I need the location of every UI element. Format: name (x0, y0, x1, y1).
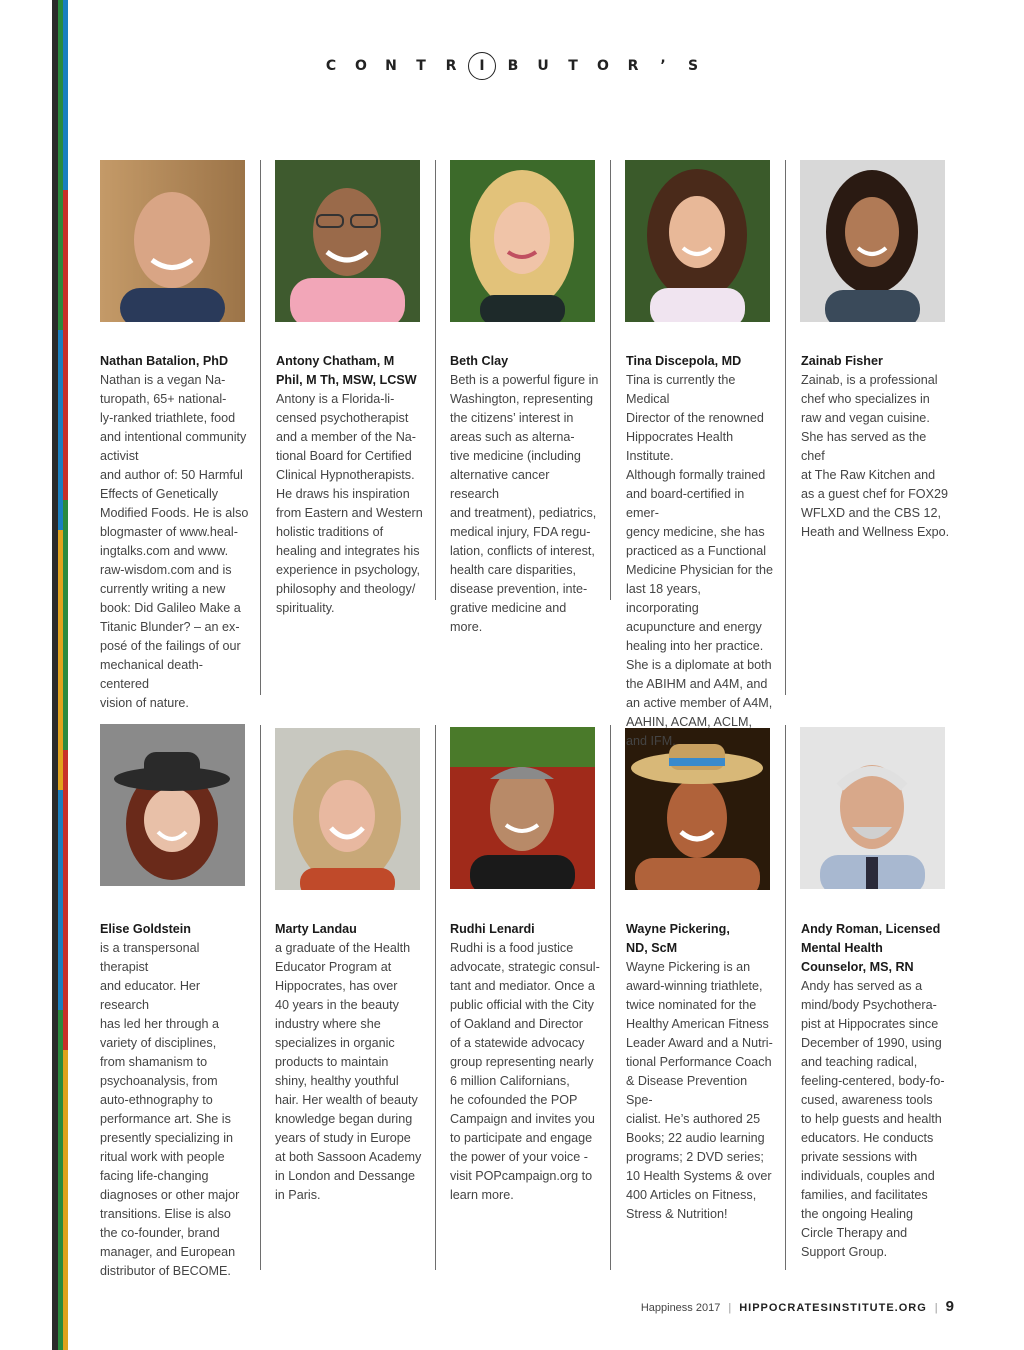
contributor-name: Andy Roman, Licensed Mental Health Counselor, MS, RN (801, 922, 941, 974)
contributor-photo (450, 160, 595, 322)
contributor-name: Marty Landau (275, 922, 357, 936)
website-link[interactable]: HIPPOCRATESINSTITUTE.ORG (739, 1302, 927, 1314)
title-letter: B (507, 58, 519, 74)
title-letter: S (687, 58, 699, 74)
contributor-name: Elise Goldstein (100, 922, 191, 936)
contributor-name: Nathan Batalion, PhD (100, 354, 229, 368)
contributor-description: Antony is a Florida-li- censed psychotherapist and a member of the Na- tional Board for Certified Clinical Hypnotherapists. He draws his inspiration from Eastern and Western holistic traditions of healing and integrates his experience in psychology, philosophy and theology/ spirituality. (276, 392, 423, 615)
footer-separator: | (934, 1302, 938, 1314)
column-divider (435, 160, 436, 600)
contributor-bio (801, 352, 951, 542)
contributor-photo (100, 160, 245, 322)
title-letter: O (355, 58, 367, 74)
contributor-bio (626, 920, 776, 1224)
contributor-description: is a transpersonal therapist and educator. Her research has led her through a variety of disciplines, from shamanism to psychoanalysis, from auto-ethnography to performance art. She is presently specializing in ritual work with people facing life-changing diagnoses or other major transitions. Elise is also the co-founder, brand manager, and European distributor of BECOME. (100, 941, 240, 1278)
contributor-photo (275, 160, 420, 322)
contributor-photo (800, 727, 945, 889)
contributor-description: Beth is a powerful figure in Washington, representing the citizens’ interest in areas such as alterna- tive medicine (including alternative cancer research and treatment), pediatrics, medical injury, FDA regu- lation, conflicts of interest, health care disparities, disease prevention, inte- grative medicine and more. (450, 373, 599, 634)
contributor-description: a graduate of the Health Educator Program at Hippocrates, has over 40 years in the beauty industry where she specializes in organic products to maintain shiny, healthy youthful hair. Her wealth of beauty knowledge began during years of study in Europe at both Sassoon Academy in London and Dessange in Paris. (275, 941, 422, 1202)
column-divider (785, 725, 786, 1270)
contributor-name: Antony Chatham, M Phil, M Th, MSW, LCSW (276, 354, 417, 387)
title-letter: C (325, 58, 337, 74)
column-divider (785, 160, 786, 695)
column-divider (260, 160, 261, 695)
contributor-name: Rudhi Lenardi (450, 922, 535, 936)
column-divider (610, 725, 611, 1270)
contributor-photo (450, 727, 595, 889)
column-divider (610, 160, 611, 600)
title-letter: O (597, 58, 609, 74)
contributor-bio (801, 920, 951, 1262)
contributor-name: Tina Discepola, MD (626, 354, 742, 368)
contributor-photo (625, 728, 770, 890)
contributor-description: Rudhi is a food justice advocate, strategic consul- tant and mediator. Once a public official with the City of Oakland and Director of a statewide advocacy group representing nearly 6 million Californians, he cofounded the POP Campaign and invites you to participate and engage the power of your voice - visit POPcampaign.org to learn more. (450, 941, 600, 1202)
title-letter: U (537, 58, 549, 74)
contributor-photo (800, 160, 945, 322)
contributor-bio (450, 920, 600, 1205)
column-divider (435, 725, 436, 1270)
contributor-bio (275, 920, 425, 1205)
contributor-description: Zainab, is a professional chef who specializes in raw and vegan cuisine. She has served as the chef at The Raw Kitchen and as a guest chef for FOX29 WFLXD and the CBS 12, Heath and Wellness Expo. (801, 373, 950, 539)
contributor-bio (276, 352, 426, 618)
page-number: 9 (945, 1298, 954, 1315)
contributor-name: Wayne Pickering, ND, ScM (626, 922, 730, 955)
contributor-description: Andy has served as a mind/body Psychothera- pist at Hippocrates since December of 1990, using and teaching radical, feeling-centered, body-fo- cused, awareness tools to help guests and health educators. He conducts private sessions with individuals, couples and families, and facilitates the ongoing Healing Circle Therapy and Support Group. (801, 979, 945, 1259)
contributor-bio (450, 352, 600, 637)
title-letter: R (445, 58, 457, 74)
contributor-bio (626, 352, 776, 751)
contributor-photo (275, 728, 420, 890)
title-letter: I (468, 52, 496, 80)
contributor-photo (625, 160, 770, 322)
title-letter: N (385, 58, 397, 74)
page-footer (641, 1298, 954, 1315)
title-letter: R (627, 58, 639, 74)
column-divider (260, 725, 261, 1270)
title-letter: T (568, 58, 578, 74)
title-letter: T (416, 58, 426, 74)
contributor-description: Wayne Pickering is an award-winning triathlete, twice nominated for the Healthy American Fitness Leader Award and a Nutri- tional Performance Coach & Disease Prevention Spe- cialist. He’s authored 25 Books; 22 audio learning programs; 2 DVD series; 10 Health Systems & over 400 Articles on Fitness, Stress & Nutrition! (626, 960, 773, 1221)
magazine-issue: Happiness 2017 (640, 1302, 721, 1314)
contributor-description: Nathan is a vegan Na- turopath, 65+ national- ly-ranked triathlete, food and intentional community activist and author of: 50 Harmful Effects of Genetically Modified Foods. He is also blogmaster of www.heal- ingtalks.com and www. raw-wisdom.com and is currently writing a new book: Did Galileo Make a Titanic Blunder? – an ex- posé of the failings of our mechanical death-centered vision of nature. (100, 373, 249, 710)
contributor-bio (100, 920, 250, 1281)
title-letter: ’ (660, 58, 666, 74)
page-title (0, 52, 1024, 80)
contributor-name: Beth Clay (450, 354, 509, 368)
decorative-stripe-red (63, 0, 68, 1350)
contributor-description: Tina is currently the Medical Director of the renowned Hippocrates Health Institute. Although formally trained and board-certified in emer- gency medicine, she has practiced as a Functional Medicine Physician for the last 18 years, incorporating acupuncture and energy healing into her practice. She is a diplomate at both the ABIHM and A4M, and an active member of A4M, AAHIN, ACAM, ACLM, and IFM. (626, 373, 773, 748)
contributor-photo (100, 724, 245, 886)
contributor-name: Zainab Fisher (801, 354, 883, 368)
contributor-bio (100, 352, 250, 713)
footer-separator: | (728, 1302, 732, 1314)
